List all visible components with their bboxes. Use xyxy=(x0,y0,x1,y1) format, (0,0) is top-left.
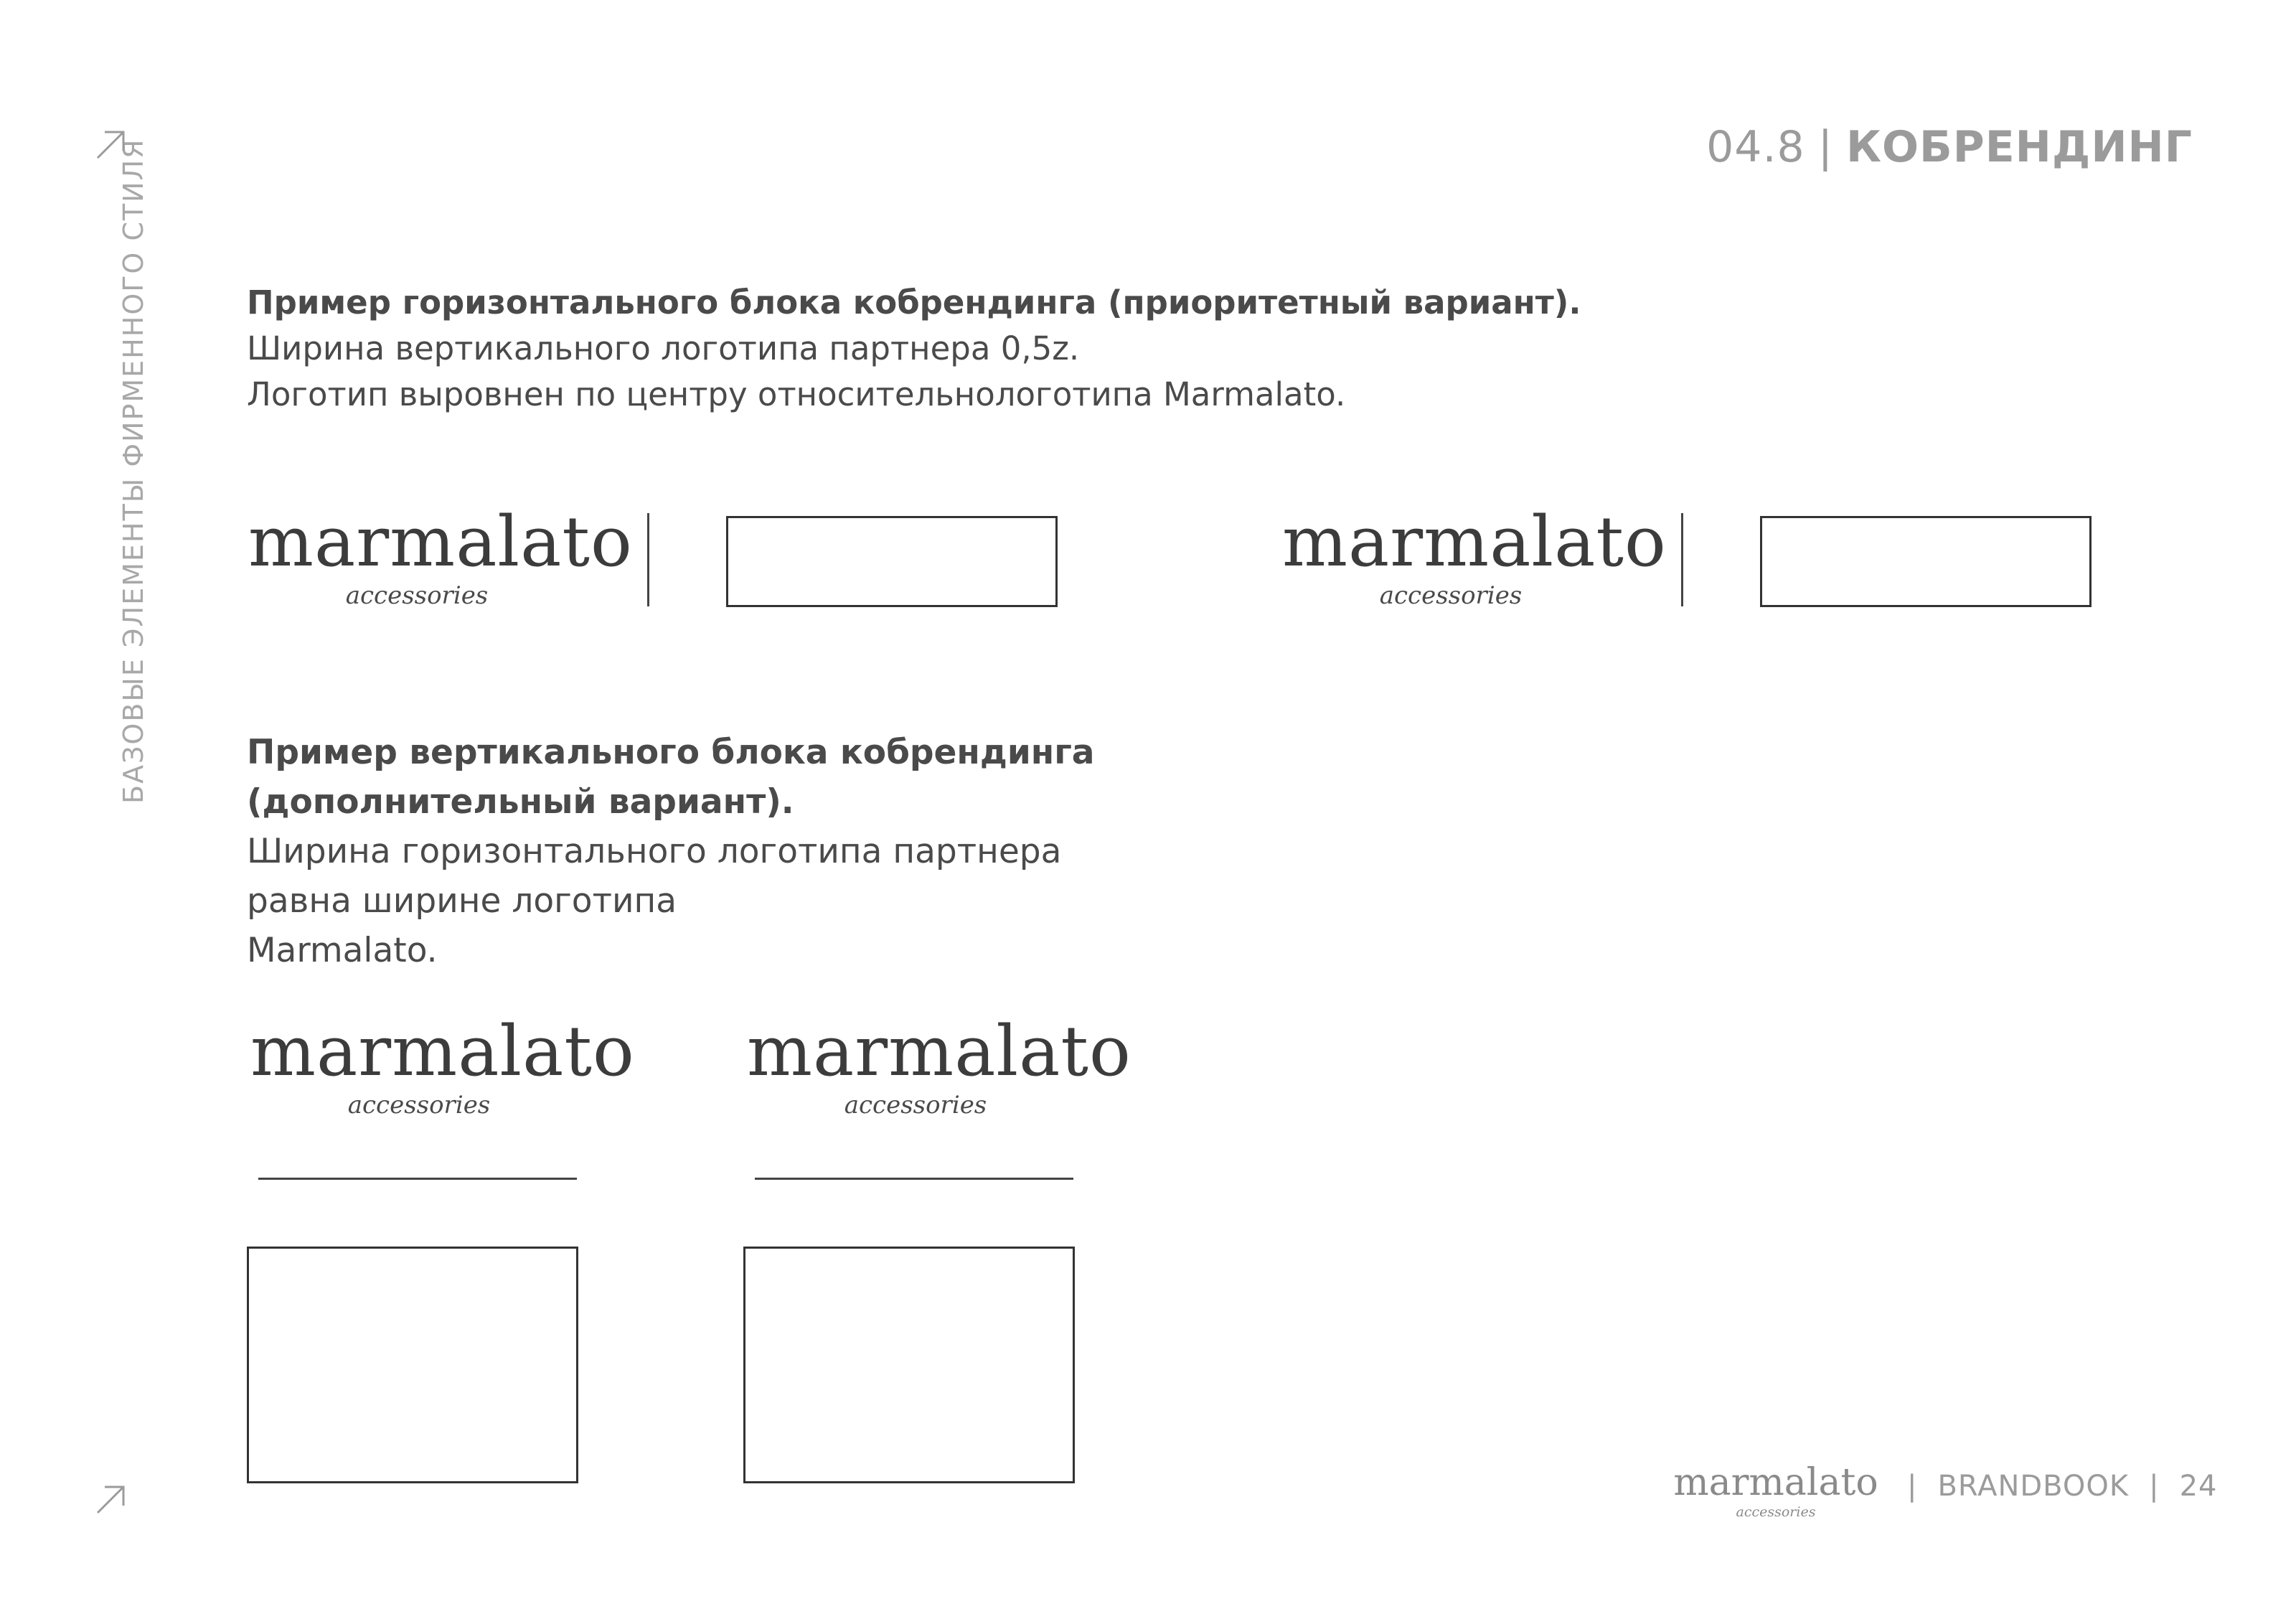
logo-subline: accessories xyxy=(345,581,489,610)
logo-wordmark: marmalato xyxy=(250,1011,635,1092)
horizontal-block-line-1: Ширина вертикального логотипа партнера 0,5z. xyxy=(247,329,1080,367)
section-title xyxy=(1706,122,2193,172)
vertical-block-line-3: Marmalato. xyxy=(247,931,438,970)
section-separator: | xyxy=(1817,122,1833,172)
section-name: КОБРЕНДИНГ xyxy=(1845,122,2193,172)
vertical-block-heading-line-1: Пример вертикального блока кобрендинга xyxy=(247,733,1095,772)
partner-logo-placeholder xyxy=(743,1247,1075,1483)
footer-logo-subline: accessories xyxy=(1736,1504,1816,1520)
marmalato-logo xyxy=(248,502,633,610)
footer-label: BRANDBOOK xyxy=(1937,1470,2130,1503)
vertical-block-line-2: равна ширине логотипа xyxy=(247,881,677,921)
partner-logo-placeholder xyxy=(726,516,1058,607)
footer-separator: | xyxy=(2149,1470,2160,1503)
logo-wordmark: marmalato xyxy=(1282,502,1667,582)
arrow-up-right-icon xyxy=(95,129,126,161)
marmalato-logo xyxy=(747,1011,1131,1120)
logo-wordmark: marmalato xyxy=(747,1011,1131,1092)
logo-divider xyxy=(755,1178,1073,1180)
arrow-up-right-icon xyxy=(95,1484,126,1516)
horizontal-block-heading: Пример горизонтального блока кобрендинга (приоритетный вариант). xyxy=(247,283,1581,321)
page-number: 24 xyxy=(2179,1470,2218,1503)
logo-divider xyxy=(258,1178,577,1180)
logo-subline: accessories xyxy=(844,1091,987,1120)
logo-wordmark: marmalato xyxy=(248,502,633,582)
logo-subline: accessories xyxy=(347,1091,491,1120)
marmalato-logo xyxy=(1282,502,1667,610)
horizontal-block-line-2: Логотип выровнен по центру относительнологотипа Marmalato. xyxy=(247,375,1346,413)
footer-text xyxy=(1887,1470,2218,1503)
logo-divider xyxy=(647,513,649,606)
horizontal-block-description xyxy=(247,280,1581,418)
footer-logo-wordmark: marmalato xyxy=(1673,1461,1878,1504)
section-number: 04.8 xyxy=(1706,122,1805,172)
footer-logo xyxy=(1672,1461,1880,1520)
partner-logo-placeholder xyxy=(1760,516,2092,607)
vertical-block-line-1: Ширина горизонтального логотипа партнера xyxy=(247,832,1062,871)
side-caption: БАЗОВЫЕ ЭЛЕМЕНТЫ ФИРМЕННОГО СТИЛЯ xyxy=(118,138,149,804)
footer-separator: | xyxy=(1907,1470,1918,1503)
logo-divider xyxy=(1681,513,1683,606)
marmalato-logo xyxy=(250,1011,635,1120)
vertical-block-heading-line-2: (дополнительный вариант). xyxy=(247,782,794,822)
logo-subline: accessories xyxy=(1379,581,1523,610)
vertical-block-description xyxy=(247,728,1095,975)
partner-logo-placeholder xyxy=(247,1247,578,1483)
